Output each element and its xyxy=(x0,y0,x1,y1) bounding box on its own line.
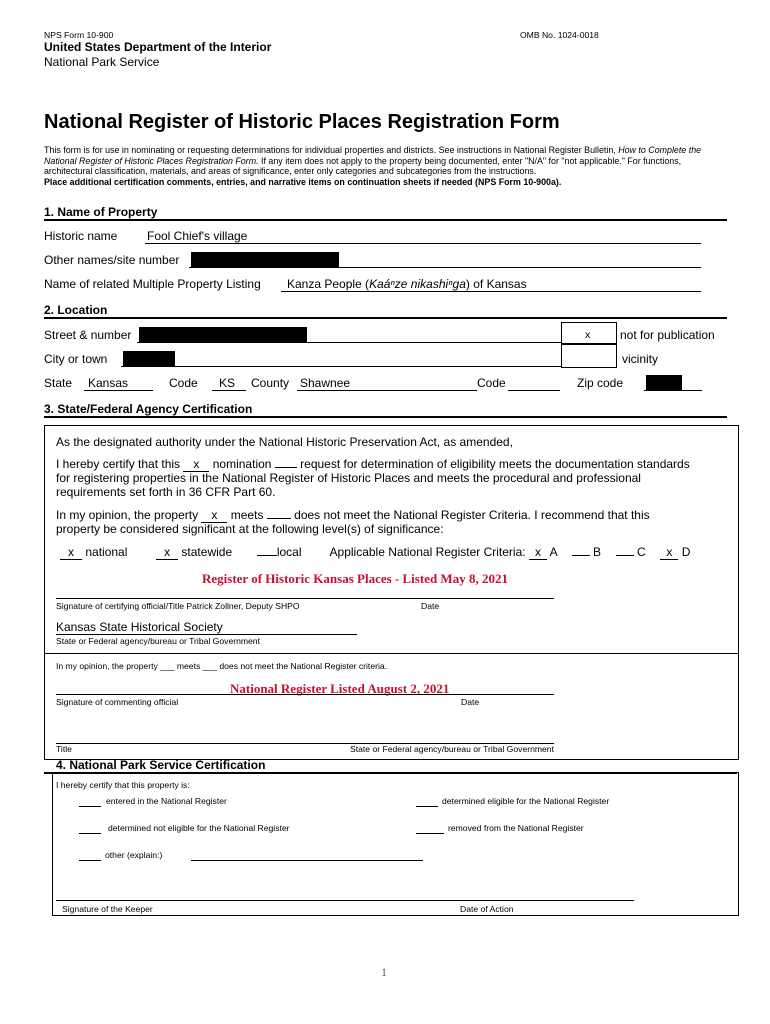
mpl-value-italic: Kaáⁿze nikashiⁿga xyxy=(369,277,466,291)
criterion-d-mark[interactable]: x xyxy=(660,545,678,560)
commenting-opinion: In my opinion, the property ___ meets ___ does not meet the National Register criteria. xyxy=(56,661,388,671)
section-3-rule xyxy=(44,416,727,418)
agency-value[interactable]: Kansas State Historical Society xyxy=(56,620,223,634)
criterion-c: C xyxy=(637,545,646,559)
certify-nomination: nomination xyxy=(212,457,272,471)
section-1-rule xyxy=(44,219,727,221)
certify-line-1 xyxy=(56,457,690,472)
opinion-line-1 xyxy=(56,508,650,523)
county-label: County xyxy=(251,376,290,390)
historic-name-value[interactable]: Fool Chief's village xyxy=(147,229,248,243)
page-number: 1 xyxy=(381,965,387,979)
county-value[interactable]: Shawnee xyxy=(300,376,351,390)
county-code-label: Code xyxy=(477,376,506,390)
intro-p1: This form is for use in nominating or requesting determinations for individual properties and districts. See instructions in National Register Bulletin, xyxy=(44,145,616,155)
street-line xyxy=(137,342,561,343)
historic-name-line xyxy=(145,243,701,244)
meets-mark[interactable]: x xyxy=(201,508,227,523)
mpl-line xyxy=(281,291,701,292)
intro-p2: If any item does not apply to the property being documented, enter "N/A" for "not applicable." For functions, architectural classification, materials, and areas of significance, enter only categories and subcategories from the instructions. xyxy=(44,155,682,177)
form-title: National Register of Historic Places Registration Form xyxy=(44,111,560,133)
local-label: local xyxy=(276,545,302,559)
form-number: NPS Form 10-900 xyxy=(44,30,114,40)
keeper-signature-line xyxy=(56,900,634,901)
state-line xyxy=(84,390,153,391)
zip-label: Zip code xyxy=(577,376,624,390)
county-line xyxy=(297,390,477,391)
determined-eligible-blank[interactable] xyxy=(416,806,438,807)
certifying-signature-label: Signature of certifying official/Title Patrick Zollner, Deputy SHPO xyxy=(56,601,300,611)
certify-line-3: requirements set forth in 36 CFR Part 60. xyxy=(56,485,276,499)
other-names-label: Other names/site number xyxy=(44,253,180,267)
statewide-label: statewide xyxy=(181,545,233,559)
national-listing-stamp: National Register Listed August 2, 2021 xyxy=(230,681,450,696)
determined-not-eligible-label: determined not eligible for the National Register xyxy=(108,823,290,833)
state-value[interactable]: Kansas xyxy=(88,376,129,390)
criterion-d: D xyxy=(681,545,691,559)
mpl-value-post: ) of Kansas xyxy=(465,277,527,291)
redacted-street xyxy=(139,327,307,343)
other-names-line xyxy=(189,267,701,268)
removed-blank[interactable] xyxy=(416,833,444,834)
historic-name-label: Historic name xyxy=(44,229,118,243)
department-name: United States Department of the Interior xyxy=(44,40,272,54)
national-label: national xyxy=(85,545,128,559)
significance-levels xyxy=(60,545,690,560)
commenting-signature-line xyxy=(56,694,554,695)
commenting-agency-label: State or Federal agency/bureau or Tribal Government xyxy=(350,744,554,754)
entered-blank[interactable] xyxy=(79,806,101,807)
commenting-signature-label: Signature of commenting official xyxy=(56,697,179,707)
criteria-label: Applicable National Register Criteria: xyxy=(329,545,526,559)
determined-eligible-label: determined eligible for the National Register xyxy=(442,796,610,806)
omb-number: OMB No. 1024-0018 xyxy=(520,30,599,40)
not-for-publication-label: not for publication xyxy=(620,328,715,342)
certify-line-2: for registering properties in the National Register of Historic Places and meets the procedural and professional xyxy=(56,471,641,485)
criterion-b: B xyxy=(593,545,602,559)
redacted-site-number xyxy=(191,252,339,268)
mpl-value[interactable] xyxy=(287,277,527,291)
certify-pre: I hereby certify that this xyxy=(56,457,181,471)
date-of-action-label: Date of Action xyxy=(460,904,514,914)
state-label: State xyxy=(44,376,73,390)
state-code-label: Code xyxy=(169,376,198,390)
authority-statement: As the designated authority under the National Historic Preservation Act, as amended, xyxy=(56,435,513,449)
certifying-date-label: Date xyxy=(421,601,440,611)
agency-label: State or Federal agency/bureau or Tribal Government xyxy=(56,636,260,646)
section-2-title: 2. Location xyxy=(44,303,108,317)
city-label: City or town xyxy=(44,352,108,366)
opinion-meets: meets xyxy=(230,508,264,522)
service-name: National Park Service xyxy=(44,55,160,69)
removed-label: removed from the National Register xyxy=(448,823,584,833)
vicinity-checkbox[interactable] xyxy=(561,344,617,368)
mpl-label: Name of related Multiple Property Listing xyxy=(44,277,261,291)
determined-not-eligible-blank[interactable] xyxy=(79,833,101,834)
criterion-c-mark[interactable] xyxy=(616,555,634,556)
state-code-line xyxy=(212,390,246,391)
opinion-line-2: property be considered significant at the following level(s) of significance: xyxy=(56,522,444,536)
section-4-title: 4. National Park Service Certification xyxy=(56,758,266,772)
section-2-rule xyxy=(44,317,727,319)
request-mark[interactable] xyxy=(275,467,297,468)
other-blank[interactable] xyxy=(79,860,101,861)
redacted-zip xyxy=(646,375,682,391)
intro-bulletin: How to Complete the National Register of Historic Places Registration Form. xyxy=(44,145,702,166)
certify-post: request for determination of eligibility meets the documentation standards xyxy=(300,457,690,471)
criterion-a: A xyxy=(549,545,557,559)
keeper-signature-label: Signature of the Keeper xyxy=(62,904,153,914)
does-not-meet-mark[interactable] xyxy=(267,518,291,519)
kansas-listing-stamp: Register of Historic Kansas Places - Listed May 8, 2021 xyxy=(202,571,508,586)
title-label: Title xyxy=(56,744,72,754)
county-code-line xyxy=(508,390,560,391)
street-label: Street & number xyxy=(44,328,132,342)
city-line xyxy=(121,366,561,367)
vicinity-label: vicinity xyxy=(622,352,659,366)
certification-divider xyxy=(44,653,738,654)
not-for-publication-mark: x xyxy=(585,329,591,341)
nps-certification-box xyxy=(52,772,739,916)
commenting-date-label: Date xyxy=(461,697,480,707)
opinion-post: does not meet the National Register Criteria. I recommend that this xyxy=(294,508,650,522)
intro-text xyxy=(44,145,727,187)
section-3-title: 3. State/Federal Agency Certification xyxy=(44,402,253,416)
state-code-value[interactable]: KS xyxy=(219,376,236,390)
section-1-title: 1. Name of Property xyxy=(44,205,158,219)
nps-certify-intro: I hereby certify that this property is: xyxy=(56,780,190,790)
entered-label: entered in the National Register xyxy=(106,796,227,806)
opinion-pre: In my opinion, the property xyxy=(56,508,199,522)
other-explain-line[interactable] xyxy=(191,860,423,861)
criterion-a-mark[interactable]: x xyxy=(529,545,547,560)
zip-line xyxy=(644,390,702,391)
national-mark[interactable]: x xyxy=(60,545,82,560)
statewide-mark[interactable]: x xyxy=(156,545,178,560)
local-mark[interactable] xyxy=(257,555,277,556)
agency-line xyxy=(56,634,357,635)
other-label: other (explain:) xyxy=(105,850,163,860)
certifying-signature-line xyxy=(56,598,554,599)
mpl-value-pre: Kanza People ( xyxy=(287,277,370,291)
nomination-mark[interactable]: x xyxy=(183,457,209,472)
criterion-b-mark[interactable] xyxy=(572,555,590,556)
intro-p3: Place additional certification comments, entries, and narrative items on continuation sheets if needed (NPS Form 10-900a). xyxy=(44,176,562,187)
redacted-city xyxy=(123,351,175,367)
